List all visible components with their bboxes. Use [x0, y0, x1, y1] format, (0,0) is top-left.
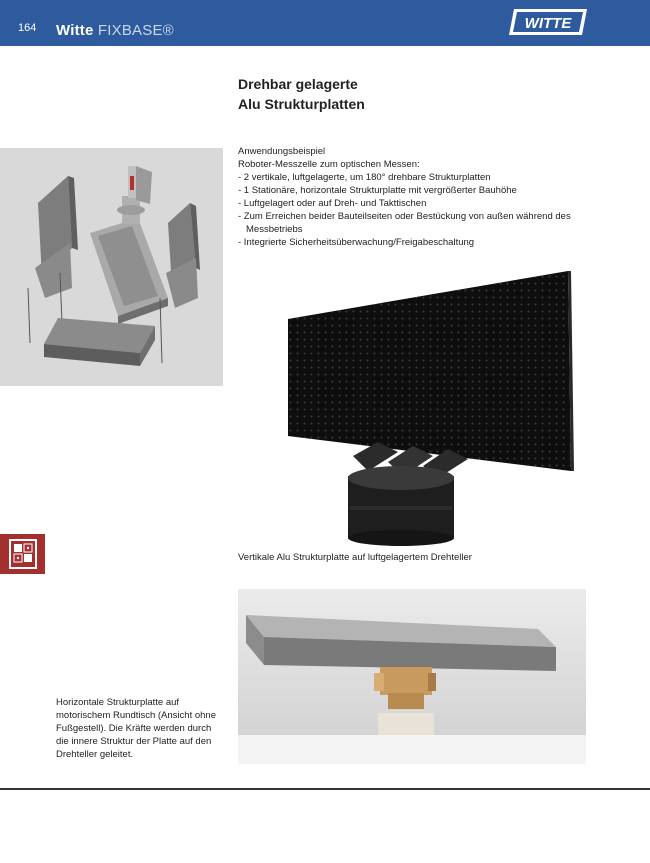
title-line-2: Alu Strukturplatten — [238, 96, 365, 112]
grid-plate-icon — [0, 534, 45, 574]
logo-text: WITTE — [524, 15, 572, 32]
caption-horizontal-plate: Horizontale Strukturplatte auf motorischem Rundtisch (Ansicht ohne Fußgestell). Die Kräfte werden durch die innere Struktur der Platte auf den Drehteller geleitet. — [56, 697, 216, 760]
witte-logo — [508, 8, 588, 36]
brand-fixbase: FIXBASE® — [97, 22, 174, 39]
application-list — [238, 171, 578, 249]
caption-vertical-plate: Vertikale Alu Strukturplatte auf luftgelagertem Drehteller — [238, 552, 472, 563]
section-tab — [0, 534, 45, 574]
application-subheading: Roboter-Messzelle zum optischen Messen: — [238, 159, 420, 170]
list-item: - Zum Erreichen beider Bauteilseiten oder Bestückung von außen während des Messbetriebs — [238, 211, 571, 235]
footer-rule — [0, 788, 650, 790]
horizontal-plate-image — [238, 589, 586, 764]
application-heading: Anwendungsbeispiel — [238, 146, 326, 157]
application-description — [238, 145, 578, 249]
list-item: - Luftgelagert oder auf Dreh- und Takttischen — [238, 198, 427, 209]
title-line-1: Drehbar gelagerte — [238, 76, 358, 92]
page-header — [0, 0, 650, 46]
vertical-plate-image — [238, 266, 588, 548]
list-item: - Integrierte Sicherheitsüberwachung/Freigabeschaltung — [238, 237, 475, 248]
list-item: - 2 vertikale, luftgelagerte, um 180° drehbare Strukturplatten — [238, 172, 491, 183]
robot-cell-image — [0, 148, 223, 386]
brand-witte: Witte — [56, 22, 94, 39]
page-number: 164 — [18, 22, 37, 34]
brand-title — [56, 22, 174, 39]
list-item: - 1 Stationäre, horizontale Strukturplatte mit vergrößerter Bauhöhe — [238, 185, 517, 196]
page-title — [238, 74, 365, 114]
